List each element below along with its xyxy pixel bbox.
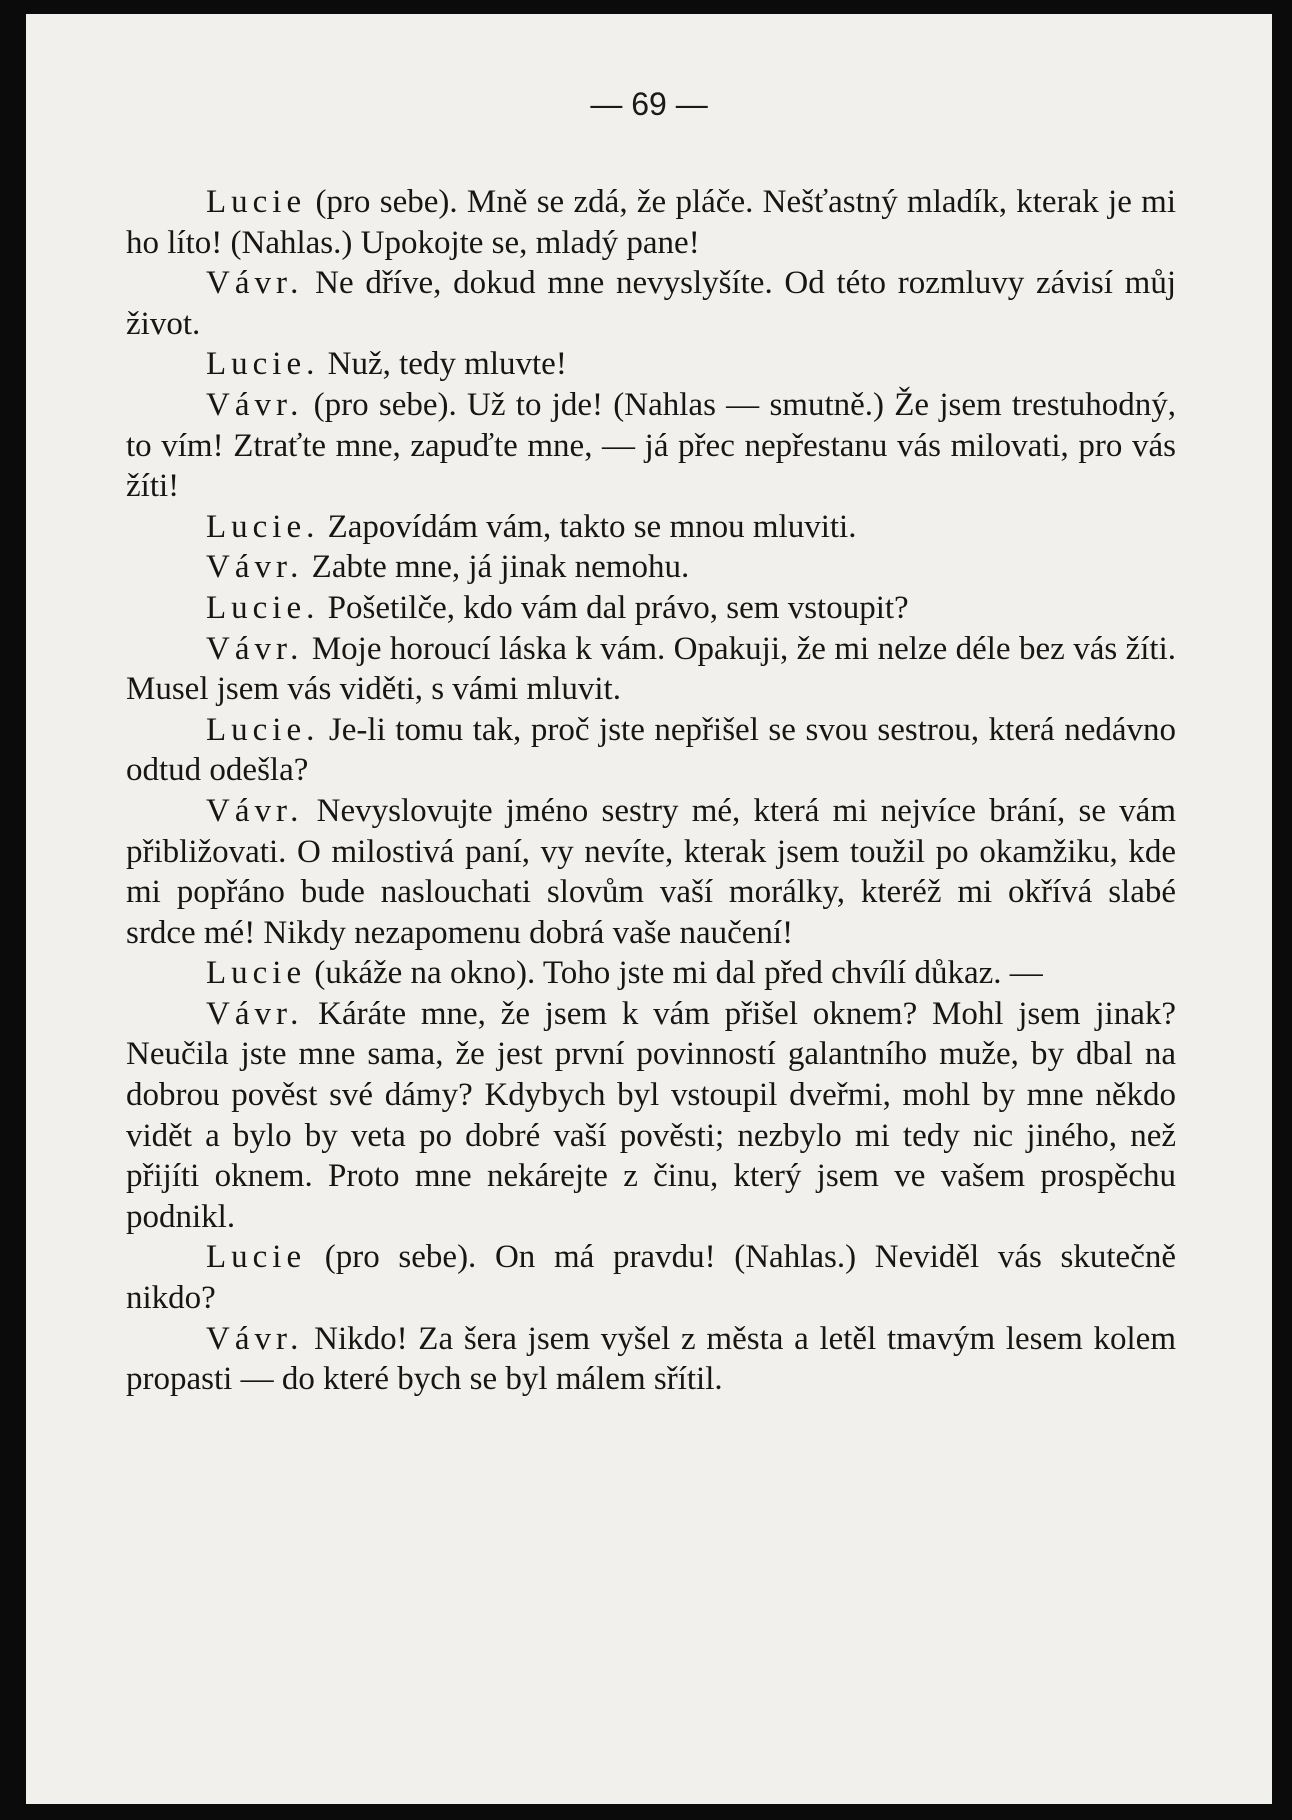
dialogue-text: Je-li tomu tak, proč jste nepřišel se svou sestrou, která nedávno odtud odešla? xyxy=(126,711,1176,789)
speaker-name: Lucie xyxy=(206,1239,307,1276)
dialogue-paragraph xyxy=(126,953,1176,994)
dialogue-paragraph xyxy=(126,791,1176,953)
speaker-name: Lucie. xyxy=(206,508,320,545)
speaker-name: Vávr. xyxy=(206,265,304,302)
dialogue-text: Pošetilče, kdo vám dal právo, sem vstoupit? xyxy=(319,589,909,626)
dialogue-text: (pro sebe). Mně se zdá, že pláče. Nešťastný mladík, kterak je mi ho líto! (Nahlas.) Upokojte se, mladý pane! xyxy=(126,184,1176,261)
speaker-name: Vávr. xyxy=(206,995,304,1032)
speaker-name: Vávr. xyxy=(206,1320,304,1357)
dialogue-text: Káráte mne, že jsem k vám přišel oknem? Mohl jsem jinak? Neučila jste mne sama, že jest první povinností galantního muže, by dbal na dobrou pověst své dámy? Kdybych byl vstoupil dveřmi, mohl by mne někdo vidět a bylo by veta po dobré vaší pověsti; nezbylo mi tedy nic jiného, než přijíti oknem. Proto mne nekárejte z činu, který jsem ve vašem prospěchu podnikl. xyxy=(126,995,1176,1235)
speaker-name: Vávr. xyxy=(206,386,304,423)
dialogue-paragraph xyxy=(126,1237,1176,1318)
dialogue-paragraph xyxy=(126,263,1176,344)
dialogue-text: Nevyslovujte jméno sestry mé, která mi nejvíce brání, se vám přibližovati. O milostivá paní, vy nevíte, kterak jsem toužil po okamžiku, kde mi popřáno bude naslouchati slovům vaší morálky, kteréž mi okřívá slabé srdce mé! Nikdy nezapomenu dobrá vaše naučení! xyxy=(126,792,1176,951)
book-page xyxy=(26,14,1272,1804)
speaker-name: Lucie. xyxy=(206,346,320,383)
dialogue-paragraph xyxy=(126,710,1176,791)
dialogue-text: Zabte mne, já jinak nemohu. xyxy=(303,549,690,586)
speaker-name: Lucie. xyxy=(206,711,320,748)
speaker-name: Lucie xyxy=(206,955,307,992)
dialogue-text: Moje horoucí láska k vám. Opakuji, že mi nelze déle bez vás žíti. Musel jsem vás viděti, s vámi mluvit. xyxy=(126,630,1176,708)
dialogue-text: (pro sebe). On má pravdu! (Nahlas.) Neviděl vás skutečně nikdo? xyxy=(126,1239,1176,1317)
dialogue-paragraph xyxy=(126,1319,1176,1400)
dialogue-text: (ukáže na okno). Toho jste mi dal před chvílí důkaz. — xyxy=(306,955,1043,992)
page-text xyxy=(126,182,1176,1400)
speaker-name: Lucie xyxy=(206,184,307,220)
dialogue-text: (pro sebe). Už to jde! (Nahlas — smutně.) Že jsem trestuhodný, to vím! Ztraťte mne, zapuďte mne, — já přec nepřestanu vás milovati, pro vás žíti! xyxy=(126,386,1176,505)
dialogue-text: Ne dříve, dokud mne nevyslyšíte. Od této rozmluvy závisí můj život. xyxy=(126,265,1176,342)
dialogue-text: Nuž, tedy mluvte! xyxy=(319,346,567,383)
speaker-name: Vávr. xyxy=(206,549,304,586)
speaker-name: Vávr. xyxy=(206,792,304,829)
dialogue-text: Zapovídám vám, takto se mnou mluviti. xyxy=(319,508,857,545)
dialogue-paragraph xyxy=(126,507,1176,548)
dialogue-paragraph xyxy=(126,182,1176,263)
speaker-name: Lucie. xyxy=(206,589,320,626)
dialogue-paragraph xyxy=(126,994,1176,1238)
dialogue-paragraph xyxy=(126,344,1176,385)
speaker-name: Vávr. xyxy=(206,630,304,667)
dialogue-paragraph xyxy=(126,629,1176,710)
dialogue-paragraph xyxy=(126,588,1176,629)
dialogue-paragraph xyxy=(126,385,1176,507)
dialogue-paragraph xyxy=(126,547,1176,588)
page-number: — 69 — xyxy=(590,86,708,122)
dialogue-text: Nikdo! Za šera jsem vyšel z města a letěl tmavým lesem kolem propasti — do které bych se byl málem sřítil. xyxy=(126,1320,1176,1398)
